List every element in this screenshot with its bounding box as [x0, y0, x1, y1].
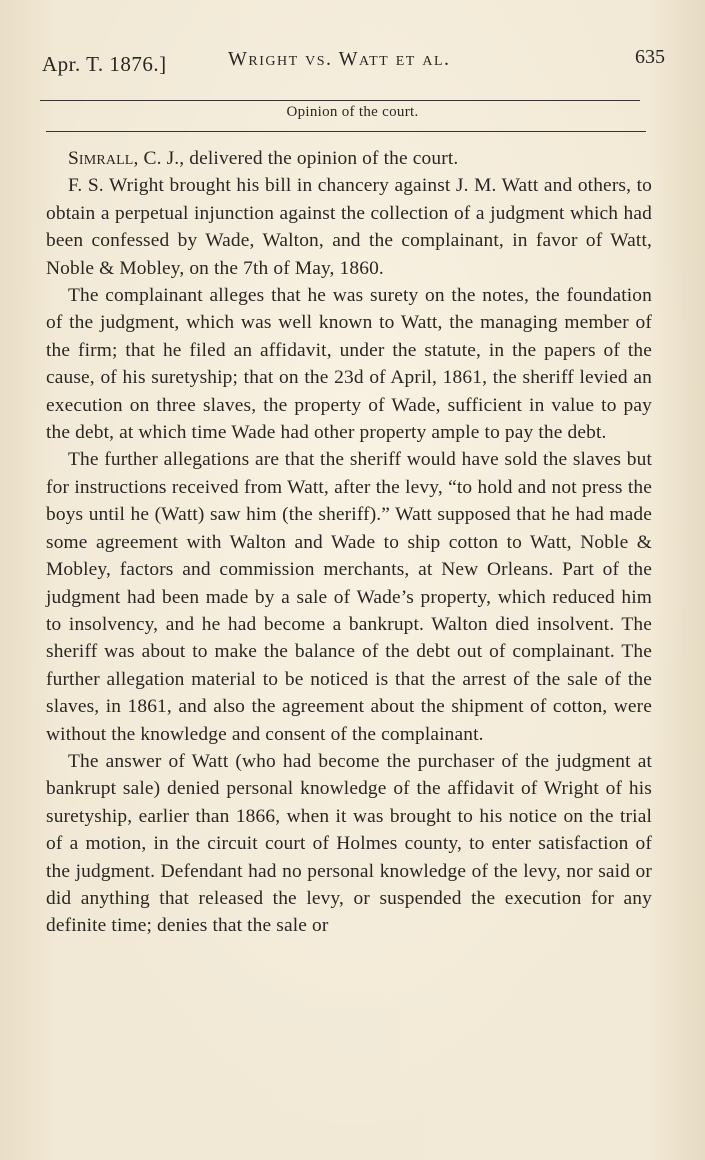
paragraph-answer: The answer of Watt (who had become the purchaser of the judgment at bankrupt sale) denied personal knowledge of the affidavit of Wright of his suretyship, earlier than 1866, when it was brought to his notice on the trial of a motion, in the circuit court of Holmes county, to enter satisfaction of the judgment. Defendant had no personal knowledge of the levy, nor said or did anything that released the levy, or suspended the execution for any definite time; denies that the sale or [46, 750, 652, 937]
section-heading: Opinion of the court. [286, 104, 419, 120]
judge-name: Simrall, C. J., [68, 148, 185, 169]
rule-top [40, 100, 640, 101]
page-number: 635 [635, 46, 665, 68]
opinion-body [46, 145, 652, 940]
paragraph-bill: F. S. Wright brought his bill in chancery against J. M. Watt and others, to obtain a perpetual injunction against the collection of a judgment which had been confessed by Wade, Walton, and the complainant, in favor of Watt, Noble & Mobley, on the 7th of May, 1860. [46, 175, 652, 279]
case-title: Wright vs. Watt et al. [228, 48, 451, 70]
running-head [42, 46, 665, 80]
term-date: Apr. T. 1876.] [42, 52, 167, 76]
paragraph-allegations: The complainant alleges that he was surety on the notes, the foundation of the judgment, which was well known to Watt, the managing member of the firm; that he filed an affidavit, under the statute, in the papers of the cause, of his suretyship; that on the 23d of April, 1861, the sheriff levied an execution on three slaves, the property of Wade, sufficient in value to pay the debt, at which time Wade had other property ample to pay the debt. [46, 285, 652, 444]
opening-text: delivered the opinion of the court. [184, 148, 459, 169]
rule-bottom [46, 131, 646, 132]
opening-paragraph [46, 145, 652, 172]
paragraph-further-allegations: The further allegations are that the sheriff would have sold the slaves but for instructions received from Watt, after the levy, “to hold and not press the boys until he (Watt) saw him (the sheriff).” Watt supposed that he had made some agreement with Walton and Wade to ship cotton to Watt, Noble & Mobley, factors and commission merchants, at New Orleans. Part of the judgment had been made by a sale of Wade’s property, which reduced him to insolvency, and he had become a bankrupt. Walton died insolvent. The sheriff was about to make the balance of the debt out of complainant. The further allegation material to be noticed is that the arrest of the sale of the slaves, in 1861, and also the agreement about the shipment of cotton, were without the knowledge and consent of the complainant. [46, 449, 652, 745]
